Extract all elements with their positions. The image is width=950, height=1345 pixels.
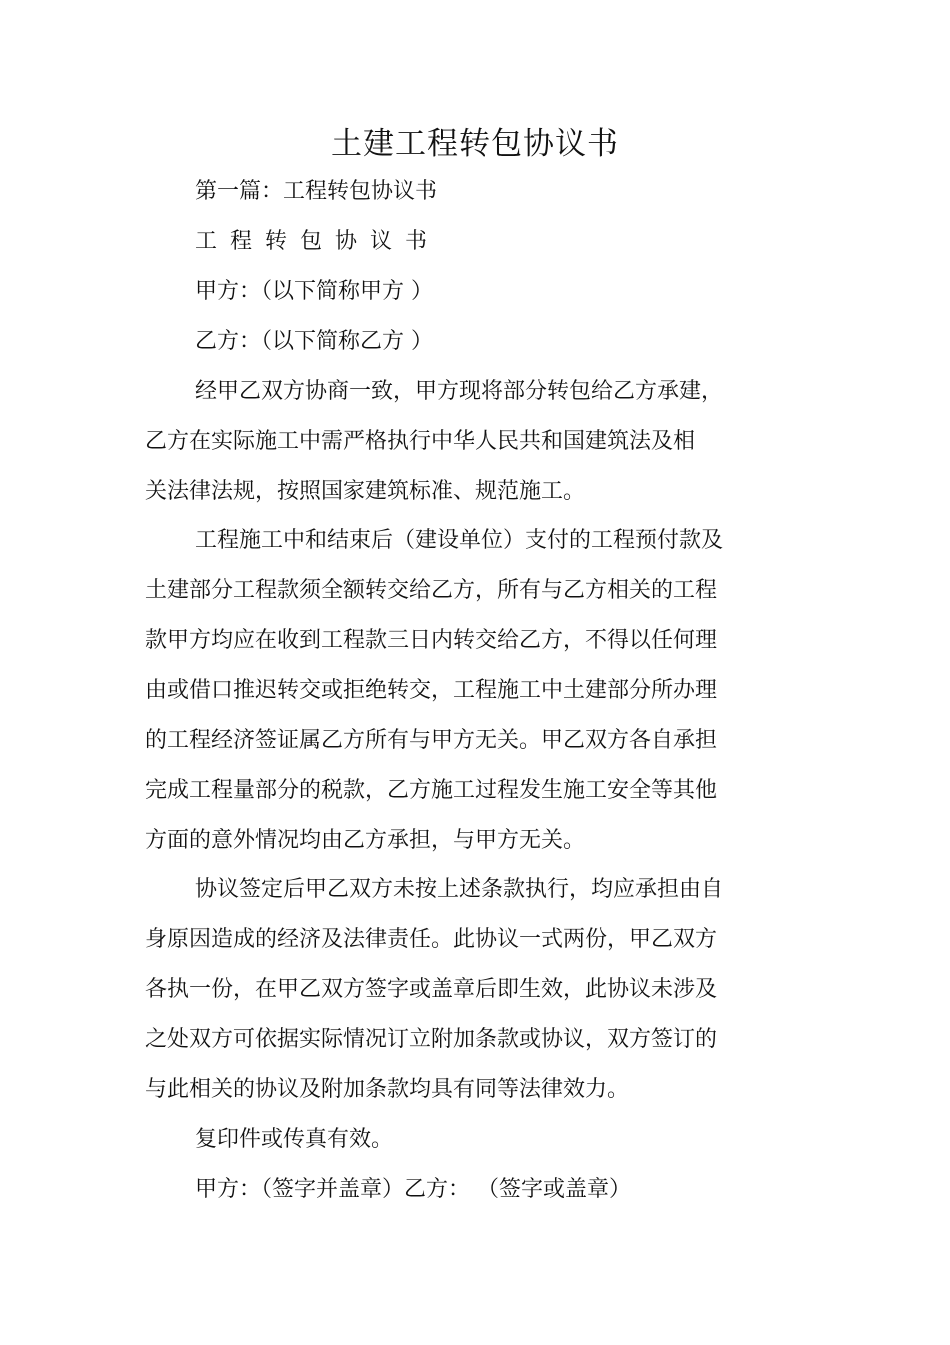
party-b-line: 乙方：（以下简称乙方 ） xyxy=(195,329,433,354)
paragraph-3-line: 身原因造成的经济及法律责任。此协议一式两份，甲乙双方 xyxy=(145,927,718,952)
paragraph-3-line: 与此相关的协议及附加条款均具有同等法律效力。 xyxy=(145,1077,630,1102)
signature-line: 甲方：（签字并盖章）乙方： （签字或盖章） xyxy=(195,1177,631,1202)
copy-note: 复印件或传真有效。 xyxy=(195,1127,394,1152)
paragraph-3-line: 协议签定后甲乙双方未按上述条款执行，均应承担由自 xyxy=(195,877,724,902)
chapter-heading: 第一篇：工程转包协议书 xyxy=(195,179,438,204)
document-title: 土建工程转包协议书 xyxy=(331,126,619,162)
paragraph-2-line: 款甲方均应在收到工程款三日内转交给乙方，不得以任何理 xyxy=(145,628,718,653)
paragraph-2-line: 方面的意外情况均由乙方承担，与甲方无关。 xyxy=(145,828,586,853)
paragraph-1-line: 经甲乙双方协商一致，甲方现将部分转包给乙方承建， xyxy=(195,379,724,404)
agreement-heading: 工程转包协议书 xyxy=(195,229,441,254)
paragraph-3-line: 各执一份，在甲乙双方签字或盖章后即生效，此协议未涉及 xyxy=(145,977,718,1002)
paragraph-2-line: 完成工程量部分的税款，乙方施工过程发生施工安全等其他 xyxy=(145,778,718,803)
paragraph-2-line: 土建部分工程款须全额转交给乙方，所有与乙方相关的工程 xyxy=(145,578,718,603)
party-a-line: 甲方：（以下简称甲方 ） xyxy=(195,279,433,304)
paragraph-1-line: 乙方在实际施工中需严格执行中华人民共和国建筑法及相 xyxy=(145,429,696,454)
paragraph-2-line: 由或借口推迟转交或拒绝转交，工程施工中土建部分所办理 xyxy=(145,678,718,703)
paragraph-3-line: 之处双方可依据实际情况订立附加条款或协议，双方签订的 xyxy=(145,1027,718,1052)
paragraph-2-line: 的工程经济签证属乙方所有与甲方无关。甲乙双方各自承担 xyxy=(145,728,718,753)
paragraph-1-line: 关法律法规，按照国家建筑标准、规范施工。 xyxy=(145,479,586,504)
paragraph-2-line: 工程施工中和结束后（建设单位）支付的工程预付款及 xyxy=(195,528,724,553)
